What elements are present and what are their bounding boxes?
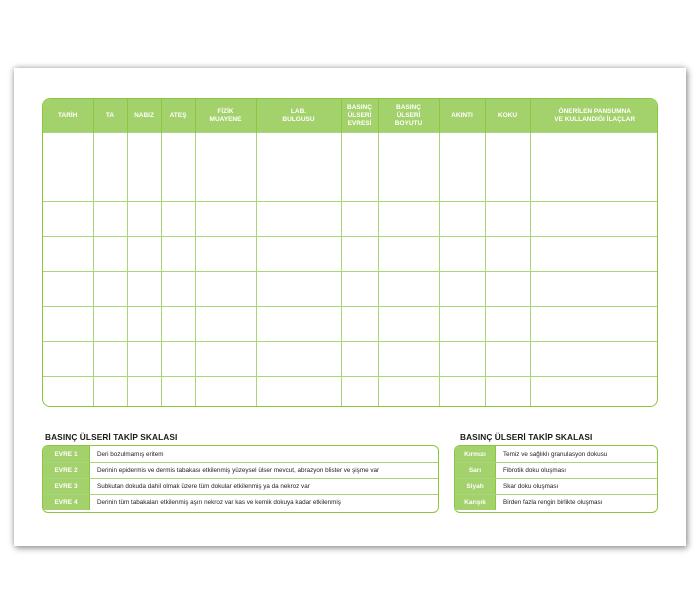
color-scale-key: Siyah: [455, 479, 496, 494]
stage-scale-key: EVRE 4: [43, 495, 90, 510]
table-cell[interactable]: [256, 307, 341, 342]
table-cell[interactable]: [378, 272, 439, 307]
color-scale-key: Karışık: [455, 495, 496, 510]
table-header-row: [43, 99, 658, 133]
column-header: LAB. BULGUSU: [256, 99, 341, 133]
table-cell[interactable]: [439, 342, 485, 377]
table-cell[interactable]: [43, 133, 93, 168]
tracking-table: [42, 98, 658, 407]
stage-scale-title: BASINÇ ÜLSERİ TAKİP SKALASI: [45, 432, 178, 442]
column-header: BASINÇ ÜLSERİ BOYUTU: [378, 99, 439, 133]
stage-scale-description: Deri bozulmamış eritem: [97, 450, 164, 458]
column-header: NABIZ: [127, 99, 161, 133]
table-cell[interactable]: [127, 272, 161, 307]
table-cell[interactable]: [341, 167, 378, 202]
table-cell[interactable]: [127, 307, 161, 342]
column-header: BASINÇ ÜLSERİ EVRESİ: [341, 99, 378, 133]
table-cell[interactable]: [127, 237, 161, 272]
table-cell[interactable]: [439, 167, 485, 202]
table-cell[interactable]: [439, 272, 485, 307]
table-cell[interactable]: [256, 167, 341, 202]
color-scale-description: Temiz ve sağlıklı granulasyon dokusu: [503, 450, 608, 458]
color-scale-description: Skar doku oluşması: [503, 483, 559, 490]
table-cell[interactable]: [161, 342, 195, 377]
color-scale-row: [455, 446, 657, 462]
table-cell[interactable]: [161, 272, 195, 307]
table-cell[interactable]: [341, 307, 378, 342]
table-cell[interactable]: [195, 202, 256, 237]
table-cell[interactable]: [530, 342, 658, 377]
table-cell[interactable]: [530, 272, 658, 307]
column-header: ATEŞ: [161, 99, 195, 133]
table-cell[interactable]: [485, 133, 530, 168]
table-cell[interactable]: [195, 272, 256, 307]
table-row: [43, 167, 658, 202]
table-cell[interactable]: [93, 167, 127, 202]
table-cell[interactable]: [530, 237, 658, 272]
stage-scale-table: [42, 445, 439, 513]
table-cell[interactable]: [43, 342, 93, 377]
table-cell[interactable]: [485, 377, 530, 408]
stage-scale-row: [43, 446, 438, 462]
table-cell[interactable]: [93, 342, 127, 377]
table-cell[interactable]: [378, 167, 439, 202]
table-cell[interactable]: [127, 377, 161, 408]
table-cell[interactable]: [127, 342, 161, 377]
table-cell[interactable]: [256, 237, 341, 272]
table-row: [43, 307, 658, 342]
table-cell[interactable]: [127, 202, 161, 237]
table-cell[interactable]: [378, 307, 439, 342]
table-row: [43, 342, 658, 377]
table-row: [43, 272, 658, 307]
table-cell[interactable]: [195, 237, 256, 272]
color-scale-row: [455, 494, 657, 510]
table-cell[interactable]: [439, 377, 485, 408]
table-cell[interactable]: [161, 307, 195, 342]
table-cell[interactable]: [378, 133, 439, 168]
column-header: FİZİK MUAYENE: [195, 99, 256, 133]
column-header: TARİH: [43, 99, 93, 133]
table-cell[interactable]: [341, 202, 378, 237]
table-cell[interactable]: [43, 307, 93, 342]
stage-scale-row: [43, 462, 438, 478]
table-cell[interactable]: [43, 202, 93, 237]
table-cell[interactable]: [530, 307, 658, 342]
table-cell[interactable]: [439, 202, 485, 237]
column-header: TA: [93, 99, 127, 133]
table-cell[interactable]: [195, 377, 256, 408]
table-row: [43, 237, 658, 272]
table-cell[interactable]: [195, 307, 256, 342]
table-cell[interactable]: [43, 167, 93, 202]
table-cell[interactable]: [439, 307, 485, 342]
table-cell[interactable]: [161, 377, 195, 408]
table-cell[interactable]: [341, 342, 378, 377]
table-cell[interactable]: [439, 133, 485, 168]
table-cell[interactable]: [485, 272, 530, 307]
table-cell[interactable]: [43, 272, 93, 307]
color-scale-description: Fibrotik doku oluşması: [503, 467, 566, 474]
color-scale-description: Birden fazla rengin birlikte oluşması: [503, 499, 603, 506]
table-row: [43, 377, 658, 408]
table-cell[interactable]: [127, 133, 161, 168]
table-cell[interactable]: [161, 202, 195, 237]
table-cell[interactable]: [485, 167, 530, 202]
table-cell[interactable]: [485, 307, 530, 342]
stage-scale-description: Derinin tüm tabakaları etkilenmiş aşırı nekroz var kas ve kemik dokuya kadar etkilenmiş: [97, 499, 341, 506]
stage-scale-row: [43, 494, 438, 510]
color-scale-row: [455, 478, 657, 494]
table-cell[interactable]: [341, 272, 378, 307]
stage-scale-row: [43, 478, 438, 494]
table-cell[interactable]: [378, 342, 439, 377]
table-cell[interactable]: [530, 202, 658, 237]
table-cell[interactable]: [530, 133, 658, 168]
color-scale-title: BASINÇ ÜLSERİ TAKİP SKALASI: [460, 432, 593, 442]
table-cell[interactable]: [378, 377, 439, 408]
color-scale-table: [454, 445, 658, 513]
table-cell[interactable]: [93, 272, 127, 307]
table-cell[interactable]: [93, 237, 127, 272]
table-cell[interactable]: [43, 237, 93, 272]
table-cell[interactable]: [256, 377, 341, 408]
column-header: ÖNERİLEN PANSUMNA VE KULLANDIĞI İLAÇLAR: [530, 99, 658, 133]
table-cell[interactable]: [195, 133, 256, 168]
table-cell[interactable]: [93, 307, 127, 342]
color-scale-key: Sarı: [455, 463, 496, 478]
column-header: KOKU: [485, 99, 530, 133]
table-cell[interactable]: [161, 167, 195, 202]
stage-scale-key: EVRE 2: [43, 463, 90, 478]
table-cell[interactable]: [256, 202, 341, 237]
table-cell[interactable]: [256, 133, 341, 168]
table-cell[interactable]: [439, 237, 485, 272]
table-cell[interactable]: [195, 167, 256, 202]
table-cell[interactable]: [256, 342, 341, 377]
stage-scale-description: Subkutan dokuda dahil olmak üzere tüm dokular etkilenmiş ya da nekroz var: [97, 483, 310, 490]
stage-scale-key: EVRE 3: [43, 479, 90, 494]
table-cell[interactable]: [530, 377, 658, 408]
stage-scale-description: Derinin epidermis ve dermis tabakası etkilenmiş yüzeysel ülser mevcut, abrazyon blister ve şişme var: [97, 467, 380, 474]
table-row: [43, 133, 658, 168]
stage-scale-key: EVRE 1: [43, 446, 90, 462]
table-row: [43, 202, 658, 237]
table-cell[interactable]: [93, 202, 127, 237]
table-cell[interactable]: [43, 377, 93, 408]
table-cell[interactable]: [161, 133, 195, 168]
table-cell[interactable]: [127, 167, 161, 202]
color-scale-key: Kırmızı: [455, 446, 496, 462]
form-sheet: [14, 68, 686, 546]
table-cell[interactable]: [195, 342, 256, 377]
table-cell[interactable]: [256, 272, 341, 307]
table-cell[interactable]: [378, 237, 439, 272]
table-cell[interactable]: [485, 202, 530, 237]
table-cell[interactable]: [485, 342, 530, 377]
column-header: AKINTI: [439, 99, 485, 133]
table-cell[interactable]: [93, 377, 127, 408]
color-scale-row: [455, 462, 657, 478]
table-cell[interactable]: [485, 237, 530, 272]
table-cell[interactable]: [530, 167, 658, 202]
table-cell[interactable]: [378, 202, 439, 237]
table-cell[interactable]: [93, 133, 127, 168]
table-cell[interactable]: [161, 237, 195, 272]
table-cell[interactable]: [341, 133, 378, 168]
table-cell[interactable]: [341, 237, 378, 272]
table-cell[interactable]: [341, 377, 378, 408]
